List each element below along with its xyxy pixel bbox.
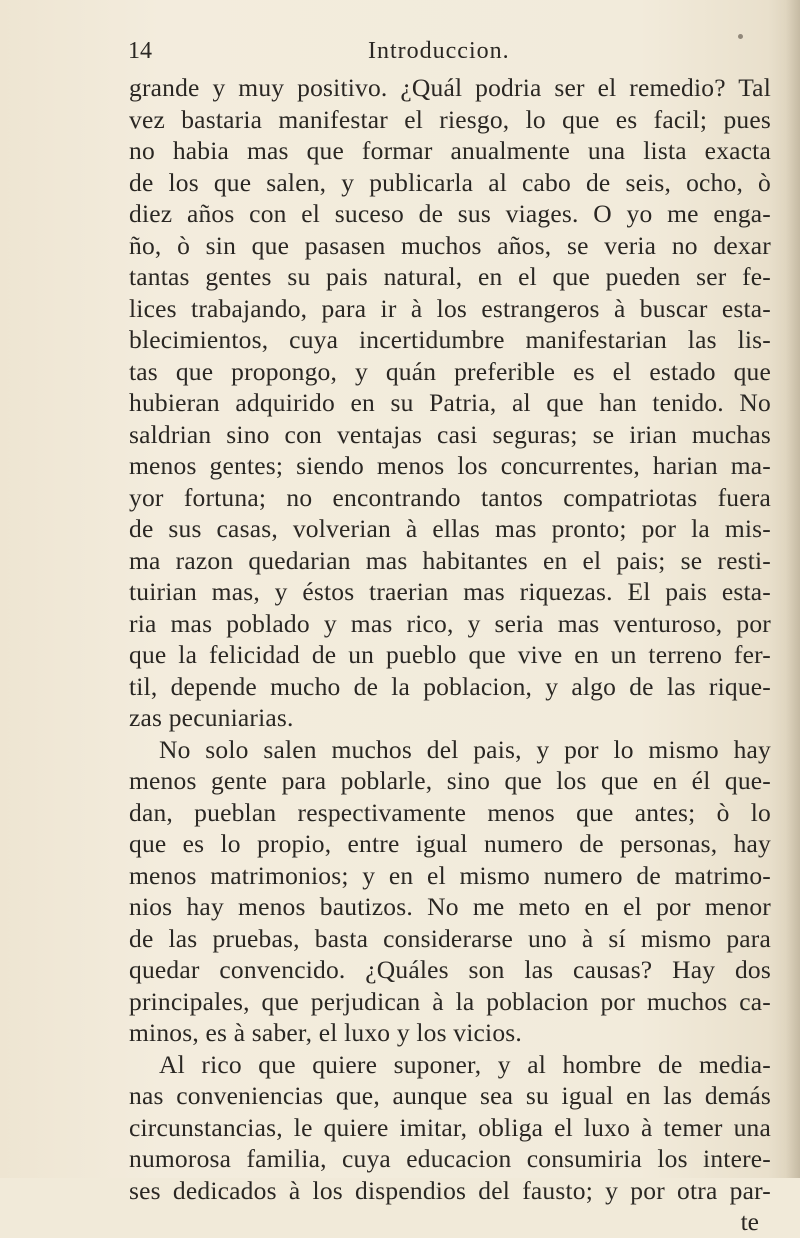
page-edge-shadow [786, 0, 800, 1178]
running-title: Introduccion. [368, 38, 510, 64]
text-line: de las pruebas, basta considerarse uno à sí mismo para [129, 923, 771, 953]
text-line: yor fortuna; no encontrando tantos compatriotas fuera [129, 482, 771, 512]
ink-speck [738, 34, 743, 39]
text-line: numorosa familia, cuya educacion consumiria los intere- [129, 1144, 771, 1173]
text-line: dan, pueblan respectivamente menos que antes; ò lo [129, 797, 771, 827]
text-line: principales, que perjudican à la poblacion por muchos ca- [129, 986, 771, 1016]
text-line: lices trabajando, para ir à los estrangeros à buscar esta- [129, 293, 771, 323]
text-line: Al rico que quiere suponer, y al hombre de media- [159, 1049, 771, 1079]
text-line: circunstancias, le quiere imitar, obliga el luxo à temer una [129, 1112, 771, 1142]
page-header [128, 38, 728, 68]
text-line: de los que salen, y publicarla al cabo de seis, ocho, ò [129, 167, 771, 197]
text-line: ma razon quedarian mas habitantes en el pais; se resti- [129, 545, 771, 575]
text-line: nios hay menos bautizos. No me meto en el por menor [129, 892, 771, 921]
text-line: no habia mas que formar anualmente una lista exacta [129, 136, 771, 165]
text-line: ria mas poblado y mas rico, y seria mas venturoso, por [129, 608, 771, 638]
text-line: minos, es à saber, el luxo y los vicios. [129, 1018, 522, 1047]
text-line: saldrian sino con ventajas casi seguras; se irian muchas [129, 419, 771, 449]
text-line: No solo salen muchos del pais, y por lo mismo hay [159, 734, 771, 764]
text-line: ño, ò sin que pasasen muchos años, se veria no dexar [129, 230, 771, 260]
text-line: blecimientos, cuya incertidumbre manifestarian las lis- [129, 325, 771, 354]
text-line: menos gentes; siendo menos los concurrentes, harian ma- [129, 451, 771, 480]
text-line: zas pecuniarias. [129, 703, 294, 732]
text-line: ses dedicados à los dispendios del fausto; y por otra par- [129, 1175, 771, 1205]
text-line: quedar convencido. ¿Quáles son las causas? Hay dos [129, 955, 771, 984]
text-line: que es lo propio, entre igual numero de personas, hay [129, 829, 771, 858]
text-line: que la felicidad de un pueblo que vive en un terreno fer- [129, 640, 771, 669]
text-line: tuirian mas, y éstos traerian mas riquezas. El pais esta- [129, 577, 771, 606]
body-text [129, 72, 771, 1238]
text-line: nas conveniencias que, aunque sea su igual en las demás [129, 1081, 771, 1110]
text-line: til, depende mucho de la poblacion, y algo de las rique- [129, 671, 771, 701]
catchword: te [740, 1207, 759, 1236]
text-line: diez años con el suceso de sus viages. O yo me enga- [129, 199, 771, 228]
text-line: tas que propongo, y quán preferible es el estado que [129, 356, 771, 386]
text-line: menos matrimonios; y en el mismo numero de matrimo- [129, 860, 771, 890]
page-number: 14 [128, 38, 152, 64]
text-line: hubieran adquirido en su Patria, al que han tenido. No [129, 388, 771, 417]
text-line: tantas gentes su pais natural, en el que pueden ser fe- [129, 262, 771, 291]
text-line: grande y muy positivo. ¿Quál podria ser el remedio? Tal [129, 73, 771, 102]
text-line: menos gente para poblarle, sino que los que en él que- [129, 766, 771, 795]
text-line: de sus casas, volverian à ellas mas pronto; por la mis- [129, 514, 771, 543]
text-line: vez bastaria manifestar el riesgo, lo que es facil; pues [129, 104, 771, 134]
